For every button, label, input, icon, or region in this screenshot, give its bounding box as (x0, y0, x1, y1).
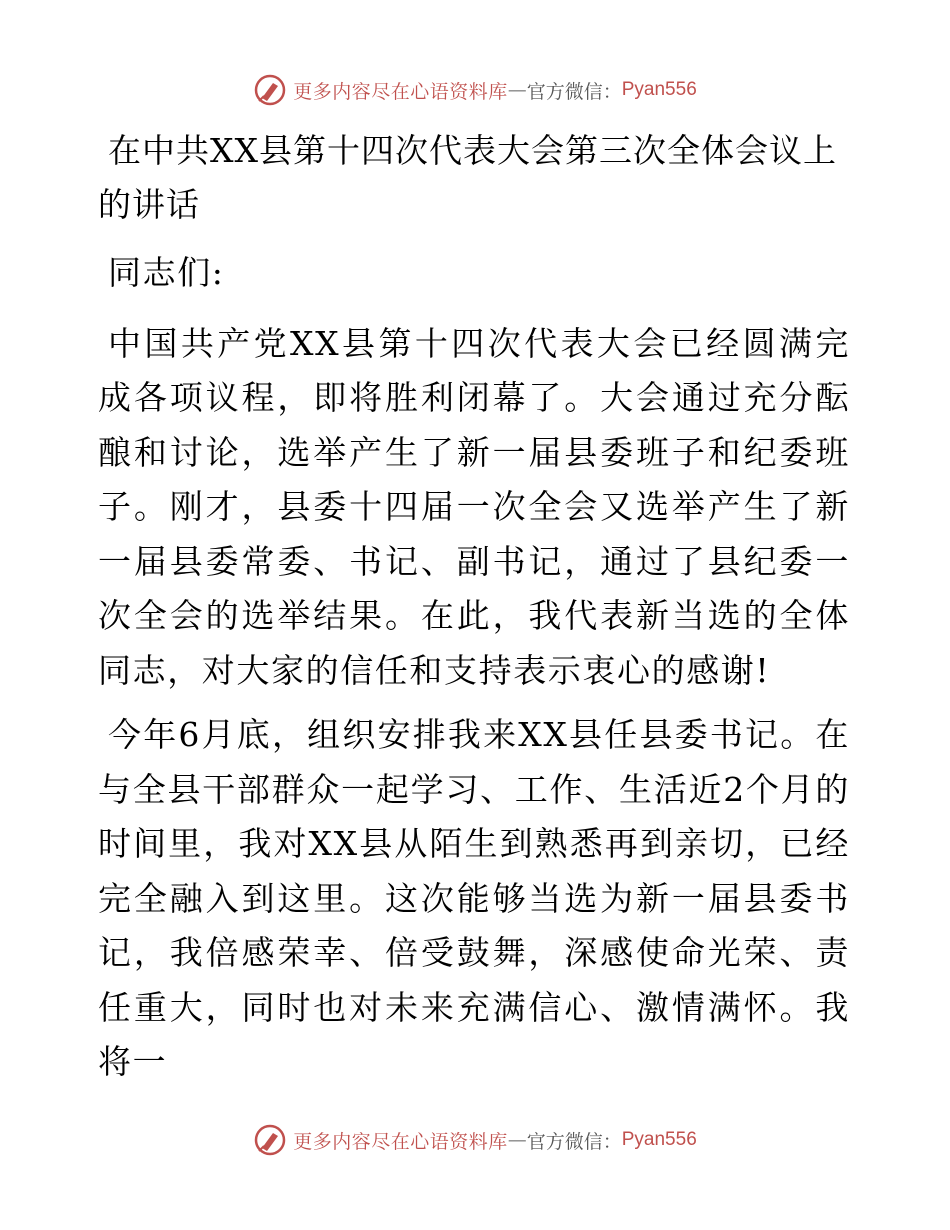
watermark-site: 更多内容尽在心语资料库 (293, 80, 508, 103)
watermark-account: Pyan556 (621, 79, 697, 100)
pen-nib-logo-icon (253, 1123, 287, 1157)
paragraph: 今年6月底，组织安排我来XX县任县委书记。在与全县干部群众一起学习、工作、生活近2个月的时间里，我对XX县从陌生到熟悉再到亲切，已经完全融入到这里。这次能够当选为新一届县委书记，我倍感荣幸、倍受鼓舞，深感使命光荣、责任重大，同时也对未来充满信心、激情满怀。我将一 (98, 715, 850, 1081)
watermark-site: 更多内容尽在心语资料库 (293, 1130, 508, 1153)
watermark-separator: — (507, 79, 527, 101)
watermark-wechat-label: 官方微信： (526, 80, 622, 103)
watermark-wechat-label: 官方微信： (526, 1130, 622, 1153)
greeting: 同志们: (108, 253, 225, 292)
document-body (98, 124, 850, 1100)
document-title: 在中共XX县第十四次代表大会第三次全体会议上的讲话 (98, 131, 837, 224)
header-watermark (0, 70, 950, 110)
paragraph: 中国共产党XX县第十四次代表大会已经圆满完成各项议程，即将胜利闭幕了。大会通过充分酝酿和讨论，选举产生了新一届县委班子和纪委班子。刚才，县委十四届一次全会又选举产生了新一届县委常委、书记、副书记，通过了县纪委一次全会的选举结果。在此，我代表新当选的全体同志，对大家的信任和支持表示衷心的感谢! (98, 323, 850, 690)
watermark-account: Pyan556 (621, 1129, 697, 1150)
footer-watermark (0, 1120, 950, 1160)
watermark-separator: — (507, 1129, 527, 1151)
pen-nib-logo-icon (253, 73, 287, 107)
